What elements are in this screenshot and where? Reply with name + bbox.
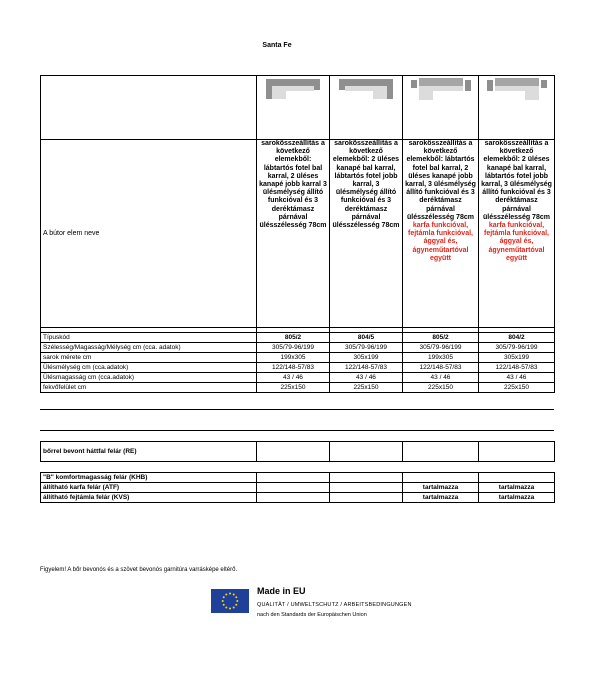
code-cell: 804/5 — [330, 333, 403, 343]
leather-label: bőrrel bevont háttfal felár (RE) — [41, 442, 257, 462]
leather-cell — [403, 442, 479, 462]
option-cell — [257, 483, 330, 493]
table-row — [41, 353, 555, 363]
option-cell — [330, 473, 403, 483]
sofa-corner-right-shelf-icon — [485, 76, 549, 102]
seat-depth-cell: 122/148-57/83 — [403, 363, 479, 373]
dims-cell: 305/79-96/199 — [330, 343, 403, 353]
sofa-image-4 — [479, 76, 555, 140]
code-cell: 805/2 — [257, 333, 330, 343]
row-label-corner: sarok mérete cm — [41, 353, 257, 363]
eu-stars-icon — [211, 589, 249, 613]
image-label-cell — [41, 76, 257, 140]
row-label-dims: Szélesség/Magasság/Mélység cm (cca. adatok) — [41, 343, 257, 353]
option-cell — [257, 473, 330, 483]
sofa-corner-left-shelf-icon — [409, 76, 473, 102]
table-row — [41, 373, 555, 383]
desc-extra: karfa funkcióval, fejtámla funkcióval, ággyal és, ágyneműtartóval együtt — [408, 222, 473, 262]
bed-cell: 225x150 — [330, 383, 403, 393]
desc-extra: karfa funkcióval, fejtámla funkcióval, ággyal és, ágyneműtartóval együtt — [484, 222, 549, 262]
table-row — [41, 343, 555, 353]
table-row — [41, 483, 555, 493]
table-row — [41, 493, 555, 503]
dims-cell: 305/79-96/199 — [257, 343, 330, 353]
table-row — [41, 333, 555, 343]
sofa-corner-left-icon — [263, 76, 323, 100]
sofa-corner-right-icon — [336, 76, 396, 100]
option-cell: tartalmazza — [403, 483, 479, 493]
option-label: állítható karfa felár (ATF) — [41, 483, 257, 493]
row-label-seat-height: Ülésmagasság cm (cca.adatok) — [41, 373, 257, 383]
table-row — [41, 473, 555, 483]
table-row — [41, 442, 555, 462]
leather-cell — [479, 442, 555, 462]
eu-standards-line: nach den Standards der Europäischen Union — [257, 612, 367, 618]
warning-note: Figyelem! A bőr bevonós és a szövet bevonós garnitúra varrásképe eltérő. — [40, 567, 238, 573]
option-cell — [330, 483, 403, 493]
seat-depth-cell: 122/148-57/83 — [330, 363, 403, 373]
option-cell: tartalmazza — [479, 493, 555, 503]
bed-cell: 225x150 — [403, 383, 479, 393]
row-label-code: Típuskód — [41, 333, 257, 343]
option-label: "B" komfortmagasság felár (KHB) — [41, 473, 257, 483]
made-in-eu-heading: Made in EU — [257, 586, 306, 596]
option-cell — [403, 473, 479, 483]
option-cell — [479, 473, 555, 483]
dims-cell: 305/79-96/199 — [479, 343, 555, 353]
seat-depth-cell: 122/148-57/83 — [257, 363, 330, 373]
option-label: állítható fejtámla felár (KVS) — [41, 493, 257, 503]
sofa-image-3 — [403, 76, 479, 140]
dims-cell: 305/79-96/199 — [403, 343, 479, 353]
leather-cell — [330, 442, 403, 462]
bed-cell: 225x150 — [257, 383, 330, 393]
option-cell: tartalmazza — [479, 483, 555, 493]
corner-cell: 305x199 — [330, 353, 403, 363]
options-table — [40, 472, 555, 503]
table-row — [41, 363, 555, 373]
corner-cell: 305x199 — [479, 353, 555, 363]
corner-cell: 199x305 — [403, 353, 479, 363]
desc-text: sarokösszeállítás a következő elemekből: lábtartós fotel bal karral, 2 üléses kanapé jobb karral, 3 ülésmélység állító funkcióval és 3 deréktámasz párnával ülésszélesség 78cm — [405, 140, 476, 221]
sofa-image-1 — [257, 76, 330, 140]
eu-quality-line: QUALITÄT / UMWELTSCHUTZ / ARBEITSBEDINGUNGEN — [257, 602, 412, 608]
desc-text: sarokösszeállítás a következő elemekből: 2 üléses kanapé bal karral, lábtartós fotel jobb karral, 3 ülésmélység állító funkcióval és 3 deréktámasz párnával ülésszélesség 78cm — [332, 140, 400, 230]
desc-cell-2 — [330, 140, 403, 328]
option-cell — [330, 493, 403, 503]
seat-height-cell: 43 / 46 — [403, 373, 479, 383]
desc-cell-1 — [257, 140, 330, 328]
row-label-name: A bútor elem neve — [41, 140, 257, 328]
leather-cell — [257, 442, 330, 462]
divider — [40, 430, 554, 431]
desc-text: sarokösszeállítás a következő elemekből: 2 üléses kanapé bal karral, lábtartós fotel jobb karral, 3 ülésmélység állító funkcióval és 3 deréktámasz párnával ülésszélesség 78cm — [481, 140, 552, 221]
desc-text: sarokösszeállítás a következő elemekből: lábtartós fotel bal karral, 2 üléses kanapé jobb karral 3 ülésmélység állító funkcióval és 3 deréktámasz párnával ülésszélesség 78cm — [259, 140, 327, 230]
divider — [40, 409, 554, 410]
image-row — [41, 76, 555, 140]
row-label-seat-depth: Ülésmélység cm (cca.adatok) — [41, 363, 257, 373]
eu-flag-icon — [211, 589, 249, 613]
table-row — [41, 383, 555, 393]
row-label-bed: fekvőfelület cm — [41, 383, 257, 393]
desc-cell-4 — [479, 140, 555, 328]
seat-height-cell: 43 / 46 — [257, 373, 330, 383]
seat-height-cell: 43 / 46 — [479, 373, 555, 383]
description-row — [41, 140, 555, 328]
code-cell: 804/2 — [479, 333, 555, 343]
code-cell: 805/2 — [403, 333, 479, 343]
seat-height-cell: 43 / 46 — [330, 373, 403, 383]
desc-cell-3 — [403, 140, 479, 328]
bed-cell: 225x150 — [479, 383, 555, 393]
seat-depth-cell: 122/148-57/83 — [479, 363, 555, 373]
sofa-image-2 — [330, 76, 403, 140]
page-title: Santa Fe — [262, 42, 292, 49]
corner-cell: 199x305 — [257, 353, 330, 363]
option-cell: tartalmazza — [403, 493, 479, 503]
leather-table — [40, 441, 555, 462]
spec-table — [40, 75, 555, 393]
option-cell — [257, 493, 330, 503]
